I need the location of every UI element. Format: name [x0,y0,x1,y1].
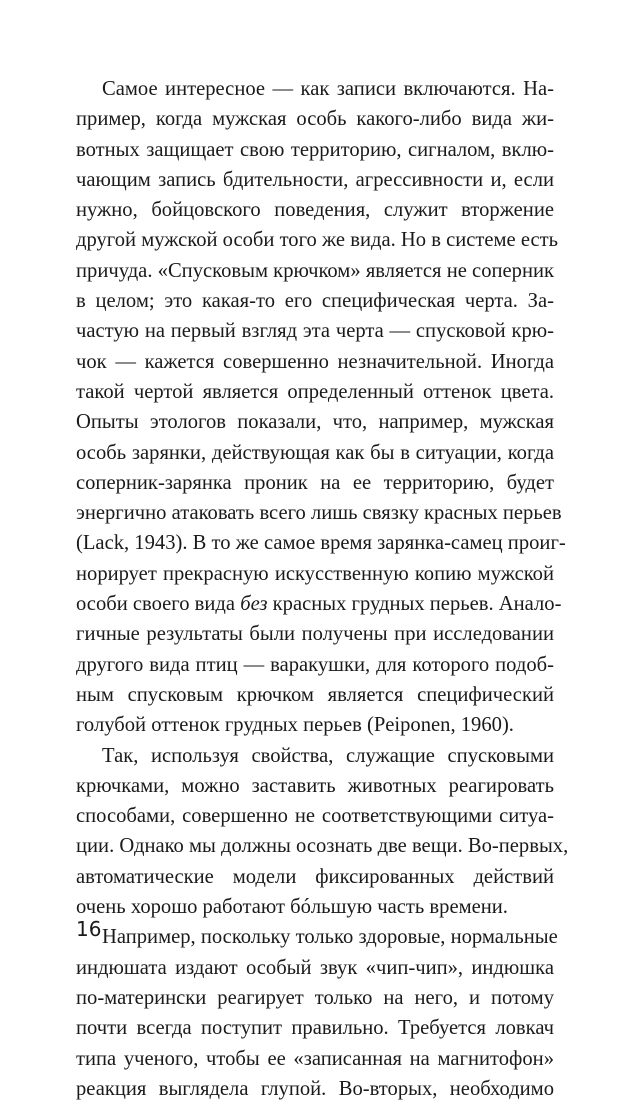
text-line: Например, поскольку только здоровые, нормальные [102,926,558,949]
text-line: индюшата издают особый звук «чип-чип», индюшка [76,956,554,979]
text-line: ции. Однако мы должны осознать две вещи. Во-первых, [76,835,569,858]
text-line: вотных защищает свою территорию, сигналом, вклю- [76,138,554,161]
text-line-mixed [76,589,562,619]
text-line: причуда. «Спусковым крючком» является не соперник [76,259,554,282]
paragraph-3 [76,922,558,1104]
paragraph-1 [76,74,566,741]
text-line: энергично атаковать всего лишь связку красных перьев [76,502,562,525]
text-line: голубой оттенок грудных перьев (Peiponen, 1960). [76,714,514,737]
text-line: другой мужской особи того же вида. Но в системе есть [76,229,559,252]
text-line: другого вида птиц — варакушки, для которого подоб- [76,653,554,676]
text-line: Самое интересное — как записи включаются. На- [102,78,554,100]
text-line: по-матерински реагирует только на него, и потому [76,986,554,1009]
text-line: пример, когда мужская особь какого-либо вида жи- [76,108,554,131]
main-text [76,74,569,1104]
text-line: в целом; это какая-то его специфическая черта. За- [76,290,554,313]
text-segment: красных грудных перьев. Анало- [272,593,562,616]
text-line: гичные результаты были получены при исследовании [76,623,554,646]
page-number: 16 [76,917,102,941]
text-line: реакция выглядела глупой. Во-вторых, необходимо [76,1077,554,1100]
text-line: ным спусковым крючком является специфический [76,683,554,706]
text-line: такой чертой является определенный оттенок цвета. [76,380,554,403]
text-line: способами, совершенно не соответствующими ситуа- [76,805,554,828]
text-line: особь зарянки, действующая как бы в ситуации, когда [76,441,554,464]
text-line: норирует прекрасную искусственную копию мужской [76,562,554,585]
text-line: крючками, можно заставить животных реагировать [76,774,554,797]
paragraph-2 [76,741,569,923]
text-line: чающим запись бдительности, агрессивности и, если [76,168,554,191]
text-line: автоматические модели фиксированных действий [76,865,554,888]
italic-word: без [240,593,268,616]
text-segment: особи своего вида [76,593,236,616]
text-line: (Lack, 1943). В то же самое время зарянка-самец проиг- [76,532,566,555]
text-line: очень хорошо работают бóльшую часть времени. [76,896,508,919]
text-line: соперник-зарянка проник на ее территорию, будет [76,471,554,494]
text-line: типа ученого, чтобы ее «записанная на магнитофон» [76,1047,554,1070]
text-line: частую на первый взгляд эта черта — спусковой крю- [76,320,554,343]
text-line: Опыты этологов показали, что, например, мужская [76,411,554,434]
text-line: почти всегда поступит правильно. Требуется ловкач [76,1017,554,1040]
text-line: чок — кажется совершенно незначительной. Иногда [76,350,554,373]
text-line: Так, используя свойства, служащие спусковыми [102,744,554,767]
text-line: нужно, бойцовского поведения, служит вторжение [76,199,554,222]
